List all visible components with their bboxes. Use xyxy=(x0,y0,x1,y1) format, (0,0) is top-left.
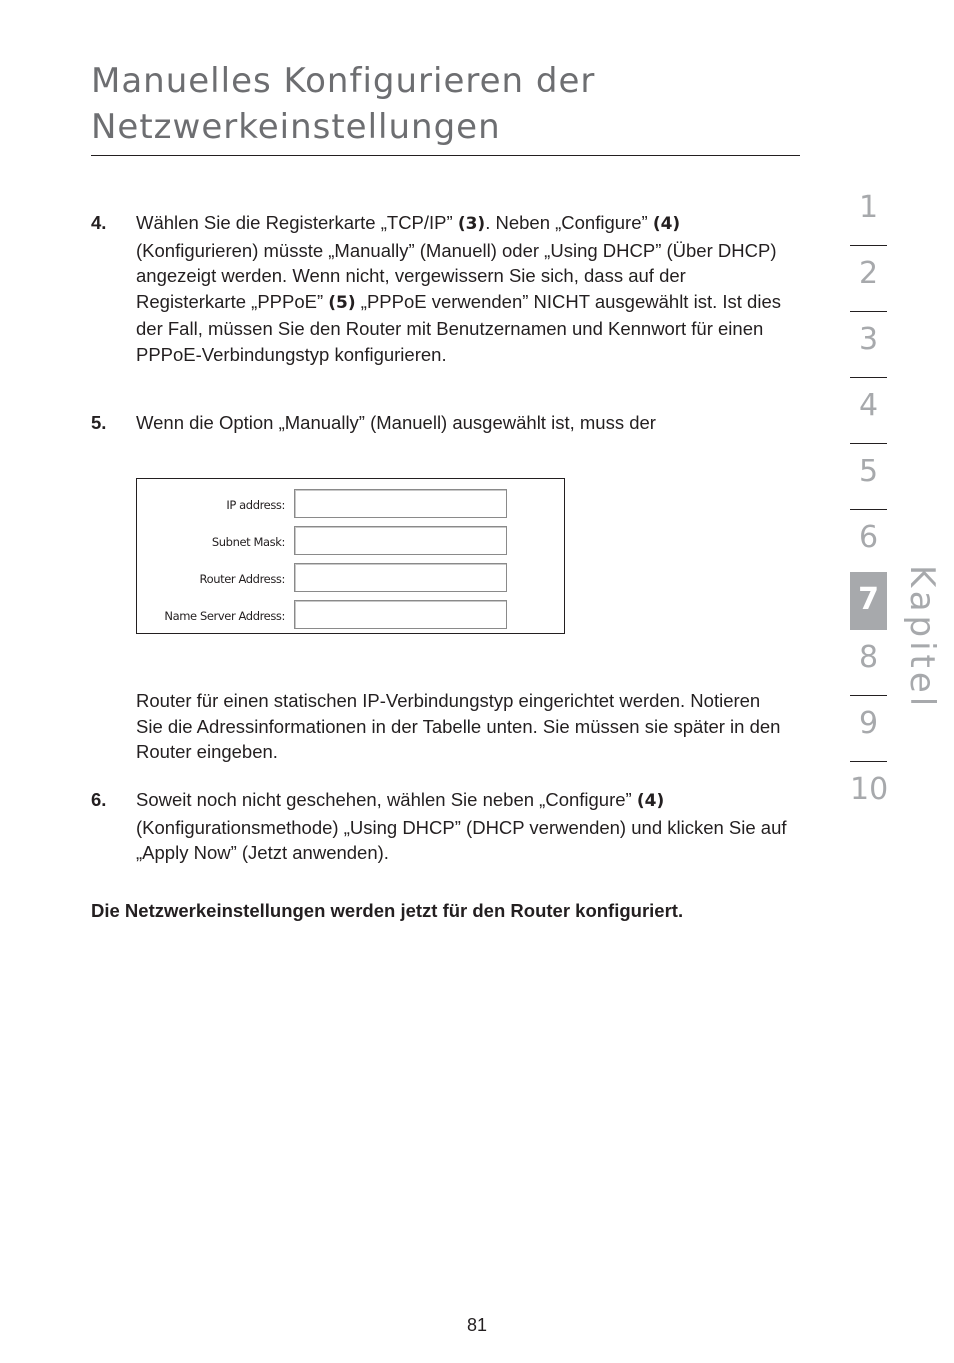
step-text: Router für einen statischen IP-Verbindungstyp eingerichtet werden. Notieren Sie die Adressinformationen in der Tabelle unten. Sie müssen sie später in den Router eingeben. xyxy=(136,690,781,762)
step-6 xyxy=(91,787,791,866)
page-title xyxy=(91,58,801,150)
form-row-router-address xyxy=(137,563,566,595)
chapter-tab-1[interactable]: 1 xyxy=(850,180,887,246)
step-text: Wenn die Option „Manually” (Manuell) ausgewählt ist, muss der xyxy=(136,412,656,433)
chapter-tab-3[interactable]: 3 xyxy=(850,312,887,378)
name-server-address-label: Name Server Address: xyxy=(164,609,285,623)
reference-marker: (3) xyxy=(457,214,486,234)
step-text: Wählen Sie die Registerkarte „TCP/IP” (3). Neben „Configure” (4)(Konfigurieren) müsste „Manually” (Manuell) oder „Using DHCP” (Über DHCP) angezeigt werden. Wenn nicht, vergewissern Sie sich, dass auf der Registerkarte „PPPoE” (5) „PPPoE verwenden” NICHT ausgewählt ist. Ist dies der Fall, müssen Sie den Router mit Benutzernamen und Kennwort für einen PPPoE-Verbindungstyp konfigurieren. xyxy=(136,212,781,365)
name-server-address-field[interactable] xyxy=(294,600,507,629)
page-title-line-2: Netzwerkeinstellungen xyxy=(91,107,501,147)
subnet-mask-field[interactable] xyxy=(294,526,507,555)
step-4 xyxy=(91,210,791,367)
chapter-tab-10[interactable]: 10 xyxy=(850,772,889,807)
step-number: 6. xyxy=(91,789,107,810)
reference-marker: (5) xyxy=(328,292,356,313)
reference-marker: (4) xyxy=(636,791,665,811)
step-text: Soweit noch nicht geschehen, wählen Sie neben „Configure” (4) (Konfigurationsmethode) „Using DHCP” (DHCP verwenden) und klicken Sie auf „Apply Now” (Jetzt anwenden). xyxy=(136,789,787,863)
router-address-field[interactable] xyxy=(294,563,507,592)
static-ip-form-screenshot xyxy=(136,478,565,634)
chapter-tab-6[interactable]: 6 xyxy=(850,510,887,576)
page-title-line-1: Manuelles Konfigurieren der xyxy=(91,61,596,101)
ip-address-field[interactable] xyxy=(294,489,507,518)
chapter-tab-5[interactable]: 5 xyxy=(850,444,887,510)
title-rule xyxy=(91,155,800,156)
chapter-tab-2[interactable]: 2 xyxy=(850,246,887,312)
router-address-label: Router Address: xyxy=(199,572,285,586)
form-row-name-server xyxy=(137,600,566,632)
step-5 xyxy=(91,410,791,436)
subnet-mask-label: Subnet Mask: xyxy=(211,535,285,549)
page-number: 81 xyxy=(466,1315,488,1335)
closing-note: Die Netzwerkeinstellungen werden jetzt für den Router konfiguriert. xyxy=(91,900,684,921)
reference-marker: (4) xyxy=(652,214,681,234)
chapter-tab-9[interactable]: 9 xyxy=(850,696,887,762)
chapter-tab-4[interactable]: 4 xyxy=(850,378,887,444)
step-number: 5. xyxy=(91,412,107,433)
chapter-label: Kapitel xyxy=(902,565,942,711)
form-row-ip-address xyxy=(137,489,566,521)
chapter-tab-8[interactable]: 8 xyxy=(850,630,887,696)
step-5-continuation xyxy=(91,688,791,765)
chapter-tab-7-active[interactable]: 7 xyxy=(850,572,887,630)
ip-address-label: IP address: xyxy=(226,498,285,512)
step-number: 4. xyxy=(91,212,107,233)
form-row-subnet-mask xyxy=(137,526,566,558)
